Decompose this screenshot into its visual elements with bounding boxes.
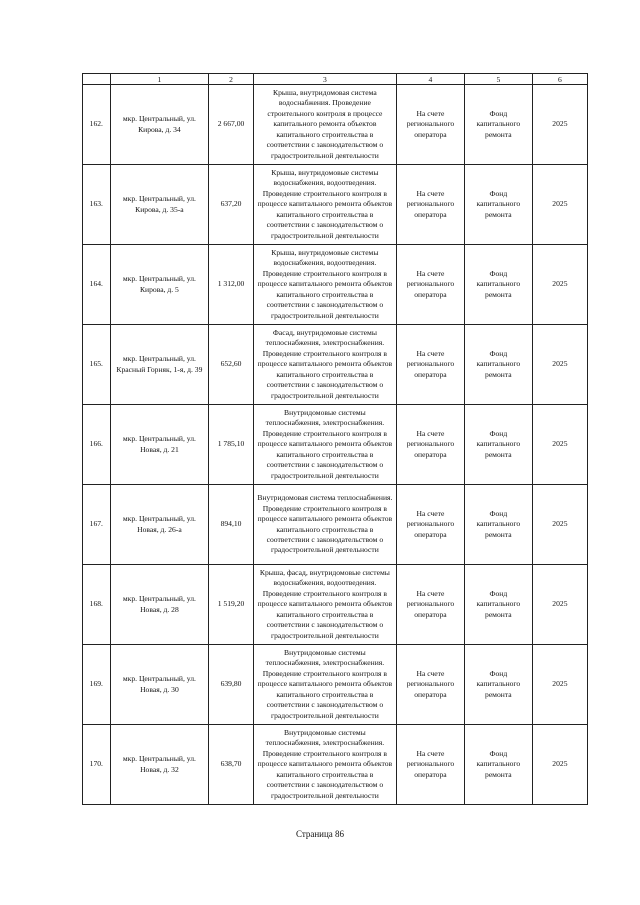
fund-owner-cell: Фонд капитального ремонта (464, 245, 532, 325)
year-cell: 2025 (532, 485, 587, 565)
fund-owner-cell: Фонд капитального ремонта (464, 485, 532, 565)
works-description-cell: Крыша, фасад, внутридомовые системы водоснабжения, водоотведения. Проведение строительного контроля в процессе капитального ремонта объектов капитального строительства в соответствии с законодательством о градостроительной деятельности (253, 565, 396, 645)
funding-method-cell: На счете регионального оператора (397, 85, 465, 165)
fund-owner-cell: Фонд капитального ремонта (464, 165, 532, 245)
works-description-cell: Крыша, внутридомовая система водоснабжения. Проведение строительного контроля в процессе капитального ремонта объектов капитального строительства в соответствии с законодательством о градостроительной деятельности (253, 85, 396, 165)
table-row (83, 645, 588, 725)
area-cell: 1 785,10 (209, 405, 254, 485)
table-row (83, 565, 588, 645)
header-cell: 3 (253, 74, 396, 85)
table-row (83, 245, 588, 325)
table-row (83, 485, 588, 565)
area-cell: 894,10 (209, 485, 254, 565)
works-description-cell: Фасад, внутридомовые системы теплоснабжения, электроснабжения. Проведение строительного контроля в процессе капитального ремонта объектов капитального строительства в соответствии с законодательством о градостроительной деятельности (253, 325, 396, 405)
row-number-cell: 168. (83, 565, 111, 645)
row-number-cell: 165. (83, 325, 111, 405)
fund-owner-cell: Фонд капитального ремонта (464, 405, 532, 485)
row-number-cell: 164. (83, 245, 111, 325)
year-cell: 2025 (532, 645, 587, 725)
header-cell: 2 (209, 74, 254, 85)
table-row (83, 405, 588, 485)
year-cell: 2025 (532, 85, 587, 165)
table-row (83, 85, 588, 165)
address-cell: мкр. Центральный, ул. Кирова, д. 34 (110, 85, 209, 165)
row-number-cell: 166. (83, 405, 111, 485)
fund-owner-cell: Фонд капитального ремонта (464, 325, 532, 405)
year-cell: 2025 (532, 565, 587, 645)
works-description-cell: Внутридомовые системы теплоснабжения, электроснабжения. Проведение строительного контроля в процессе капитального ремонта объектов капитального строительства в соответствии с законодательством о градостроительной деятельности (253, 725, 396, 805)
address-cell: мкр. Центральный, ул. Новая, д. 32 (110, 725, 209, 805)
year-cell: 2025 (532, 245, 587, 325)
works-description-cell: Внутридомовые системы теплоснабжения, электроснабжения. Проведение строительного контроля в процессе капитального ремонта объектов капитального строительства в соответствии с законодательством о градостроительной деятельности (253, 405, 396, 485)
area-cell: 652,60 (209, 325, 254, 405)
fund-owner-cell: Фонд капитального ремонта (464, 85, 532, 165)
repair-program-table (82, 73, 588, 805)
funding-method-cell: На счете регионального оператора (397, 165, 465, 245)
row-number-cell: 169. (83, 645, 111, 725)
funding-method-cell: На счете регионального оператора (397, 325, 465, 405)
works-description-cell: Внутридомовая система теплоснабжения. Проведение строительного контроля в процессе капитального ремонта объектов капитального строительства в соответствии с законодательством о градостроительной деятельности (253, 485, 396, 565)
page-number: Страница 86 (295, 829, 345, 839)
header-cell: 4 (397, 74, 465, 85)
table-row (83, 725, 588, 805)
row-number-cell: 167. (83, 485, 111, 565)
fund-owner-cell: Фонд капитального ремонта (464, 725, 532, 805)
address-cell: мкр. Центральный, ул. Новая, д. 26-а (110, 485, 209, 565)
funding-method-cell: На счете регионального оператора (397, 565, 465, 645)
document-sheet (82, 73, 588, 805)
fund-owner-cell: Фонд капитального ремонта (464, 565, 532, 645)
year-cell: 2025 (532, 165, 587, 245)
funding-method-cell: На счете регионального оператора (397, 725, 465, 805)
funding-method-cell: На счете регионального оператора (397, 645, 465, 725)
fund-owner-cell: Фонд капитального ремонта (464, 645, 532, 725)
year-cell: 2025 (532, 405, 587, 485)
header-cell (83, 74, 111, 85)
header-cell: 5 (464, 74, 532, 85)
table-row (83, 165, 588, 245)
address-cell: мкр. Центральный, ул. Новая, д. 28 (110, 565, 209, 645)
area-cell: 1 312,00 (209, 245, 254, 325)
works-description-cell: Крыша, внутридомовые системы водоснабжения, водоотведения. Проведение строительного контроля в процессе капитального ремонта объектов капитального строительства в соответствии с законодательством о градостроительной деятельности (253, 165, 396, 245)
year-cell: 2025 (532, 325, 587, 405)
address-cell: мкр. Центральный, ул. Красный Горняк, 1-я, д. 39 (110, 325, 209, 405)
funding-method-cell: На счете регионального оператора (397, 485, 465, 565)
header-cell: 1 (110, 74, 209, 85)
area-cell: 639,80 (209, 645, 254, 725)
column-number-header-row (83, 74, 588, 85)
works-description-cell: Крыша, внутридомовые системы водоснабжения, водоотведения. Проведение строительного контроля в процессе капитального ремонта объектов капитального строительства в соответствии с законодательством о градостроительной деятельности (253, 245, 396, 325)
funding-method-cell: На счете регионального оператора (397, 245, 465, 325)
funding-method-cell: На счете регионального оператора (397, 405, 465, 485)
area-cell: 2 667,00 (209, 85, 254, 165)
year-cell: 2025 (532, 725, 587, 805)
address-cell: мкр. Центральный, ул. Новая, д. 21 (110, 405, 209, 485)
row-number-cell: 163. (83, 165, 111, 245)
row-number-cell: 162. (83, 85, 111, 165)
row-number-cell: 170. (83, 725, 111, 805)
area-cell: 637,20 (209, 165, 254, 245)
area-cell: 638,70 (209, 725, 254, 805)
address-cell: мкр. Центральный, ул. Новая, д. 30 (110, 645, 209, 725)
address-cell: мкр. Центральный, ул. Кирова, д. 35-а (110, 165, 209, 245)
address-cell: мкр. Центральный, ул. Кирова, д. 5 (110, 245, 209, 325)
table-row (83, 325, 588, 405)
works-description-cell: Внутридомовые системы теплоснабжения, электроснабжения. Проведение строительного контроля в процессе капитального ремонта объектов капитального строительства в соответствии с законодательством о градостроительной деятельности (253, 645, 396, 725)
area-cell: 1 519,20 (209, 565, 254, 645)
header-cell: 6 (532, 74, 587, 85)
